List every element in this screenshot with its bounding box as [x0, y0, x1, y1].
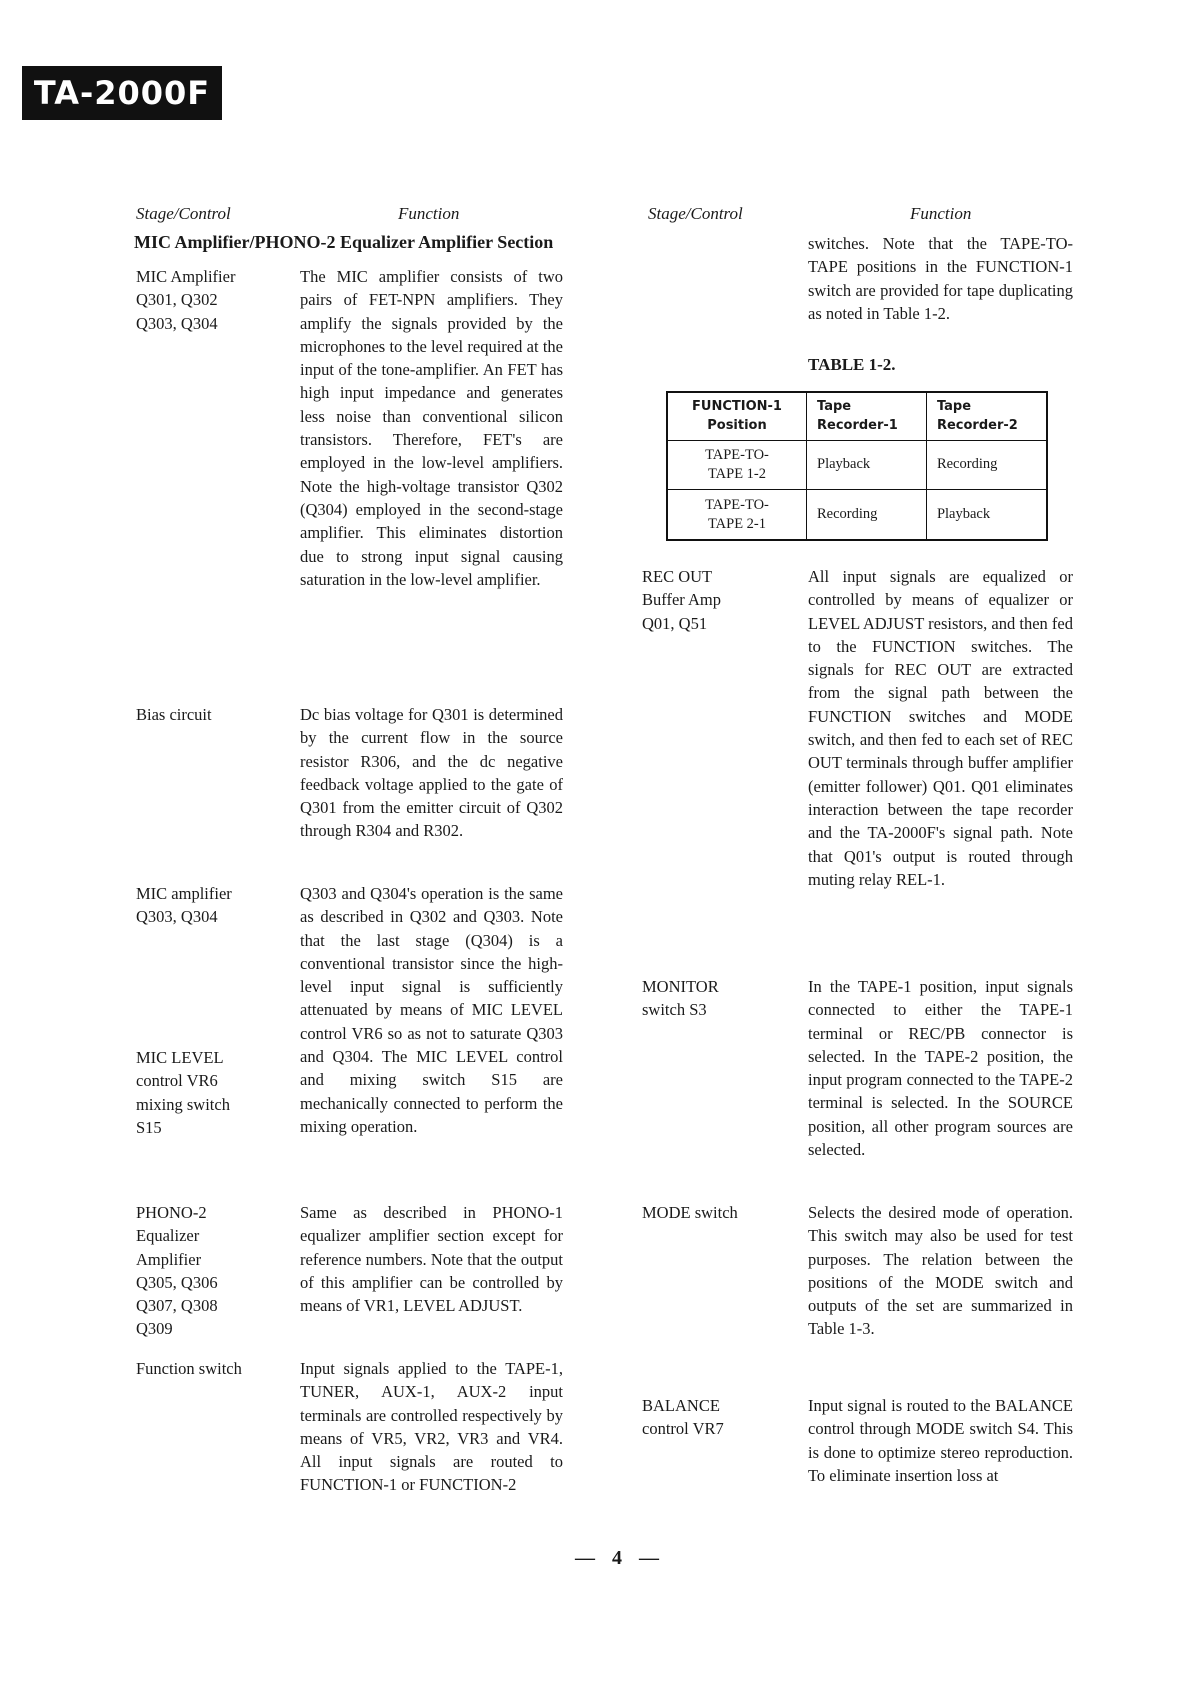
right-desc-balance-control: Input signal is routed to the BALANCE control through MODE switch S4. This is done to optimize stereo reproduction. To eliminate insertion loss at: [808, 1396, 1073, 1485]
table-cell: TAPE-TO- TAPE 2-1: [667, 490, 807, 540]
left-desc-phono2: Same as described in PHONO-1 equalizer amplifier section except for reference numbers. Note that the output of this amplifier can be controlled by means of VR1, LEVEL ADJUST.: [300, 1203, 563, 1316]
table-cell: Recording: [807, 490, 927, 540]
table-title: TABLE 1-2.: [808, 355, 896, 374]
left-label-mic-level: MIC LEVEL control VR6 mixing switch S15: [136, 1048, 230, 1137]
table-header-cell: Tape Recorder-2: [926, 392, 1047, 440]
function-table: [666, 391, 1048, 541]
left-label-phono2: PHONO-2 Equalizer Amplifier Q305, Q306 Q307, Q308 Q309: [136, 1203, 218, 1339]
left-desc-mic-amplifier: The MIC amplifier consists of two pairs of FET-NPN amplifiers. They amplify the signals provided by the microphones to the level required at the input of the tone-amplifier. An FET has high input impedance and generates less noise than conventional silicon transistors. Therefore, FET's are employed in the low-level amplifiers. Note the high-voltage transistor Q302 (Q304) employed in the second-stage amplifier. This eliminates distortion due to strong input signal causing saturation in the low-level amplifier.: [300, 267, 563, 589]
right-label-balance-control: BALANCE control VR7: [642, 1396, 724, 1439]
left-stage-header: Stage/Control: [136, 204, 231, 223]
left-desc-mic-amplifier-2: Q303 and Q304's operation is the same as described in Q302 and Q303. Note that the last stage (Q304) is a conventional transistor since the high-level input signal is sufficiently attenuated by means of MIC LEVEL control VR6 so as not to saturate Q303 and Q304. The MIC LEVEL control and mixing switch S15 are mechanically connected to perform the mixing operation.: [300, 884, 563, 1136]
right-desc-mode-switch: Selects the desired mode of operation. This switch may also be used for test purposes. The relation between the positions of the MODE switch and outputs of the set are summarized in Table 1-3.: [808, 1203, 1073, 1339]
table-cell: Playback: [807, 440, 927, 490]
left-desc-function-switch: Input signals applied to the TAPE-1, TUNER, AUX-1, AUX-2 input terminals are controlled respectively by means of VR5, VR2, VR3 and VR4. All input signals are routed to FUNCTION-1 or FUNCTION-2: [300, 1359, 563, 1495]
table-cell: Playback: [926, 490, 1047, 540]
left-label-mic-amplifier-2: MIC amplifier Q303, Q304: [136, 884, 232, 927]
left-desc-bias-circuit: Dc bias voltage for Q301 is determined by the current flow in the source resistor R306, and the dc negative feedback voltage applied to the gate of Q301 from the emitter circuit of Q302 through R304 and R302.: [300, 705, 563, 841]
right-desc-rec-out: All input signals are equalized or controlled by means of equalizer or LEVEL ADJUST resistors, and then fed to the FUNCTION switches. The signals for REC OUT are extracted from the signal path between the FUNCTION switches and MODE switch, and then fed to each set of REC OUT terminals through buffer amplifier (emitter follower) Q01. Q01 eliminates interaction between the tape recorder and the TA-2000F's signal path. Note that Q01's output is routed through muting relay REL-1.: [808, 567, 1073, 889]
table-header-row: [667, 392, 1047, 440]
right-label-mode-switch: MODE switch: [642, 1203, 738, 1222]
table-cell: TAPE-TO- TAPE 1-2: [667, 440, 807, 490]
table-header-cell: Tape Recorder-1: [807, 392, 927, 440]
page-number: — 4 —: [575, 1547, 665, 1569]
right-function-header: Function: [910, 204, 972, 223]
table-cell: Recording: [926, 440, 1047, 490]
section-title: MIC Amplifier/PHONO-2 Equalizer Amplifier Section: [134, 232, 554, 252]
right-continuation-text: switches. Note that the TAPE-TO-TAPE positions in the FUNCTION-1 switch are provided for tape duplicating as noted in Table 1-2.: [808, 234, 1073, 323]
left-label-function-switch: Function switch: [136, 1359, 242, 1378]
model-logo: TA-2000F: [22, 66, 222, 120]
left-label-mic-amplifier: MIC Amplifier Q301, Q302 Q303, Q304: [136, 267, 236, 333]
left-label-bias-circuit: Bias circuit: [136, 705, 212, 724]
right-label-monitor-switch: MONITOR switch S3: [642, 977, 719, 1020]
table-row: [667, 440, 1047, 490]
right-desc-monitor-switch: In the TAPE-1 position, input signals connected to either the TAPE-1 terminal or REC/PB connector is selected. In the TAPE-2 position, the input program connected to the TAPE-2 terminal is selected. In the SOURCE position, all other program sources are selected.: [808, 977, 1073, 1160]
right-stage-header: Stage/Control: [648, 204, 743, 223]
left-function-header: Function: [398, 204, 460, 223]
table-header-cell: FUNCTION-1 Position: [667, 392, 807, 440]
table-row: [667, 490, 1047, 540]
right-label-rec-out: REC OUT Buffer Amp Q01, Q51: [642, 567, 721, 633]
